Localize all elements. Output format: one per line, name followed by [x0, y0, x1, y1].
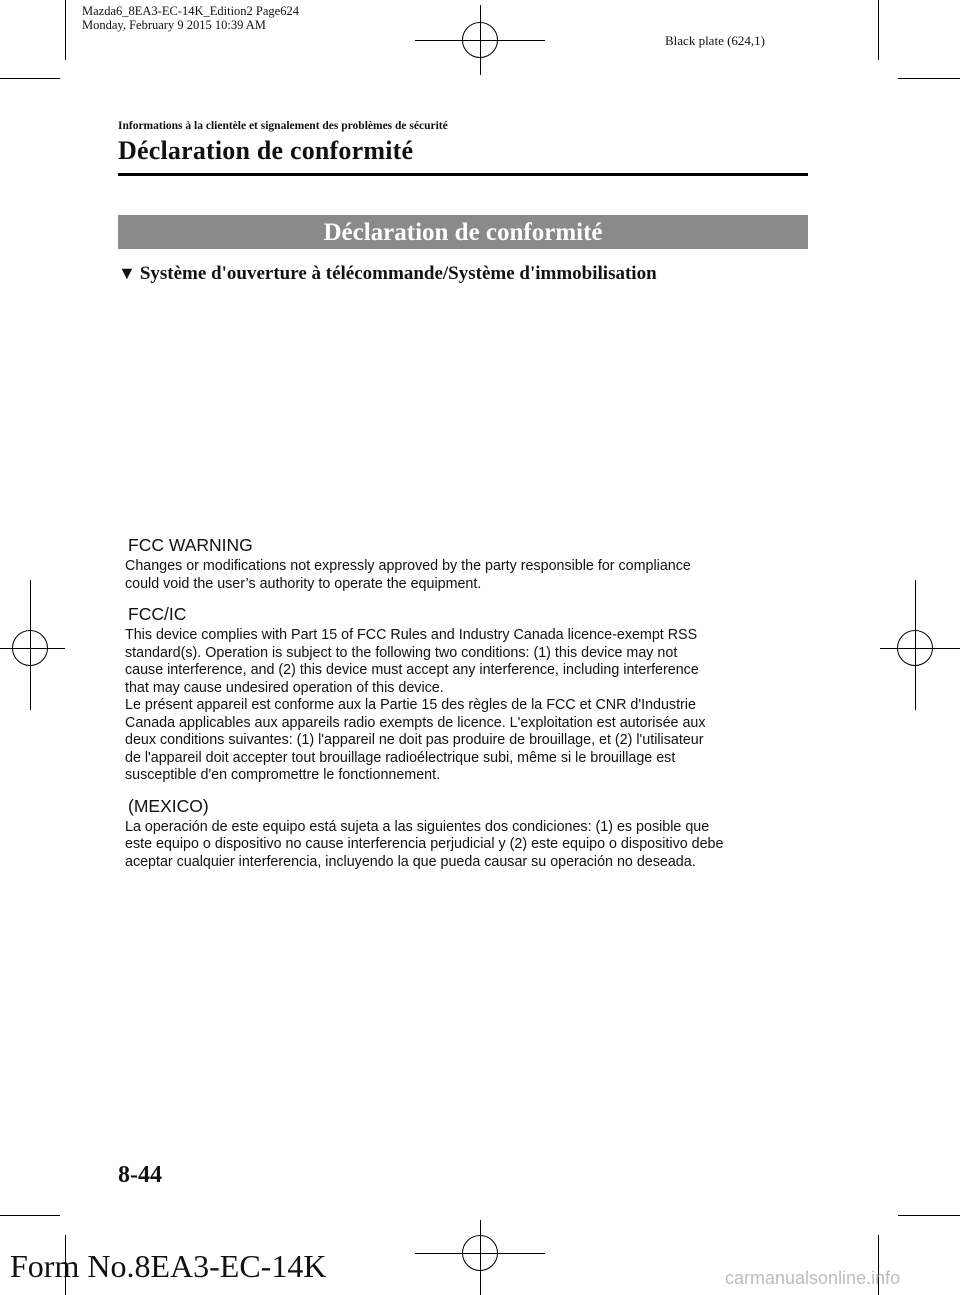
notice-mexico: [125, 795, 815, 872]
triangle-marker-icon: ▼: [118, 263, 136, 283]
watermark: carmanualsonline.info: [725, 1268, 901, 1288]
subheading: [118, 263, 657, 285]
section-label: Informations à la clientèle et signalement des problèmes de sécurité: [118, 120, 448, 132]
banner-title: Déclaration de conformité: [118, 215, 808, 249]
plate-label: Black plate (624,1): [665, 33, 765, 48]
notice-body: Changes or modifications not expressly approved by the party responsible for compliance could void the user’s authority to operate the equipment.: [125, 558, 691, 592]
print-timestamp: Monday, February 9 2015 10:39 AM: [82, 18, 266, 32]
page-title: Déclaration de conformité: [118, 136, 414, 165]
print-file-name: Mazda6_8EA3-EC-14K_Edition2 Page624: [82, 4, 299, 18]
notice-fcc-warning: [125, 534, 815, 593]
notice-heading: FCC/IC: [128, 604, 187, 624]
print-header: [82, 4, 299, 32]
regulatory-notice: [125, 534, 815, 881]
notice-heading: (MEXICO): [128, 795, 209, 816]
notice-fcc-ic: [125, 603, 815, 785]
notice-heading: FCC WARNING: [128, 535, 253, 555]
form-number: Form No.8EA3-EC-14K: [10, 1248, 327, 1284]
notice-body: This device complies with Part 15 of FCC Rules and Industry Canada licence-exempt RSS standard(s). Operation is subject to the following two conditions: (1) this device may not cause interference, and (2) this device must accept any interference, including interference that may cause undesired operation of this device. Le présent appareil est conforme aux la Partie 15 des règles de la FCC et CNR d'Industrie Canada applicables aux appareils radio exempts de licence. L'exploitation est autorisée aux deux conditions suivantes: (1) l'appareil ne doit pas produire de brouillage, et (2) l'utilisateur de l'appareil doit accepter tout brouillage radioélectrique subi, même si le brouillage est susceptible d'en compromettre le fonctionnement.: [125, 627, 706, 783]
notice-body: La operación de este equipo está sujeta a las siguientes dos condiciones: (1) es posible que este equipo o dispositivo no cause interferencia perjudicial y (2) este equipo o dispositivo debe aceptar cualquier interferencia, incluyendo la que pueda causar su operación no deseada.: [125, 818, 724, 870]
subheading-text: Système d'ouverture à télécommande/Système d'immobilisation: [139, 263, 657, 284]
title-rule: [118, 173, 808, 176]
page-number: 8-44: [118, 1162, 162, 1188]
